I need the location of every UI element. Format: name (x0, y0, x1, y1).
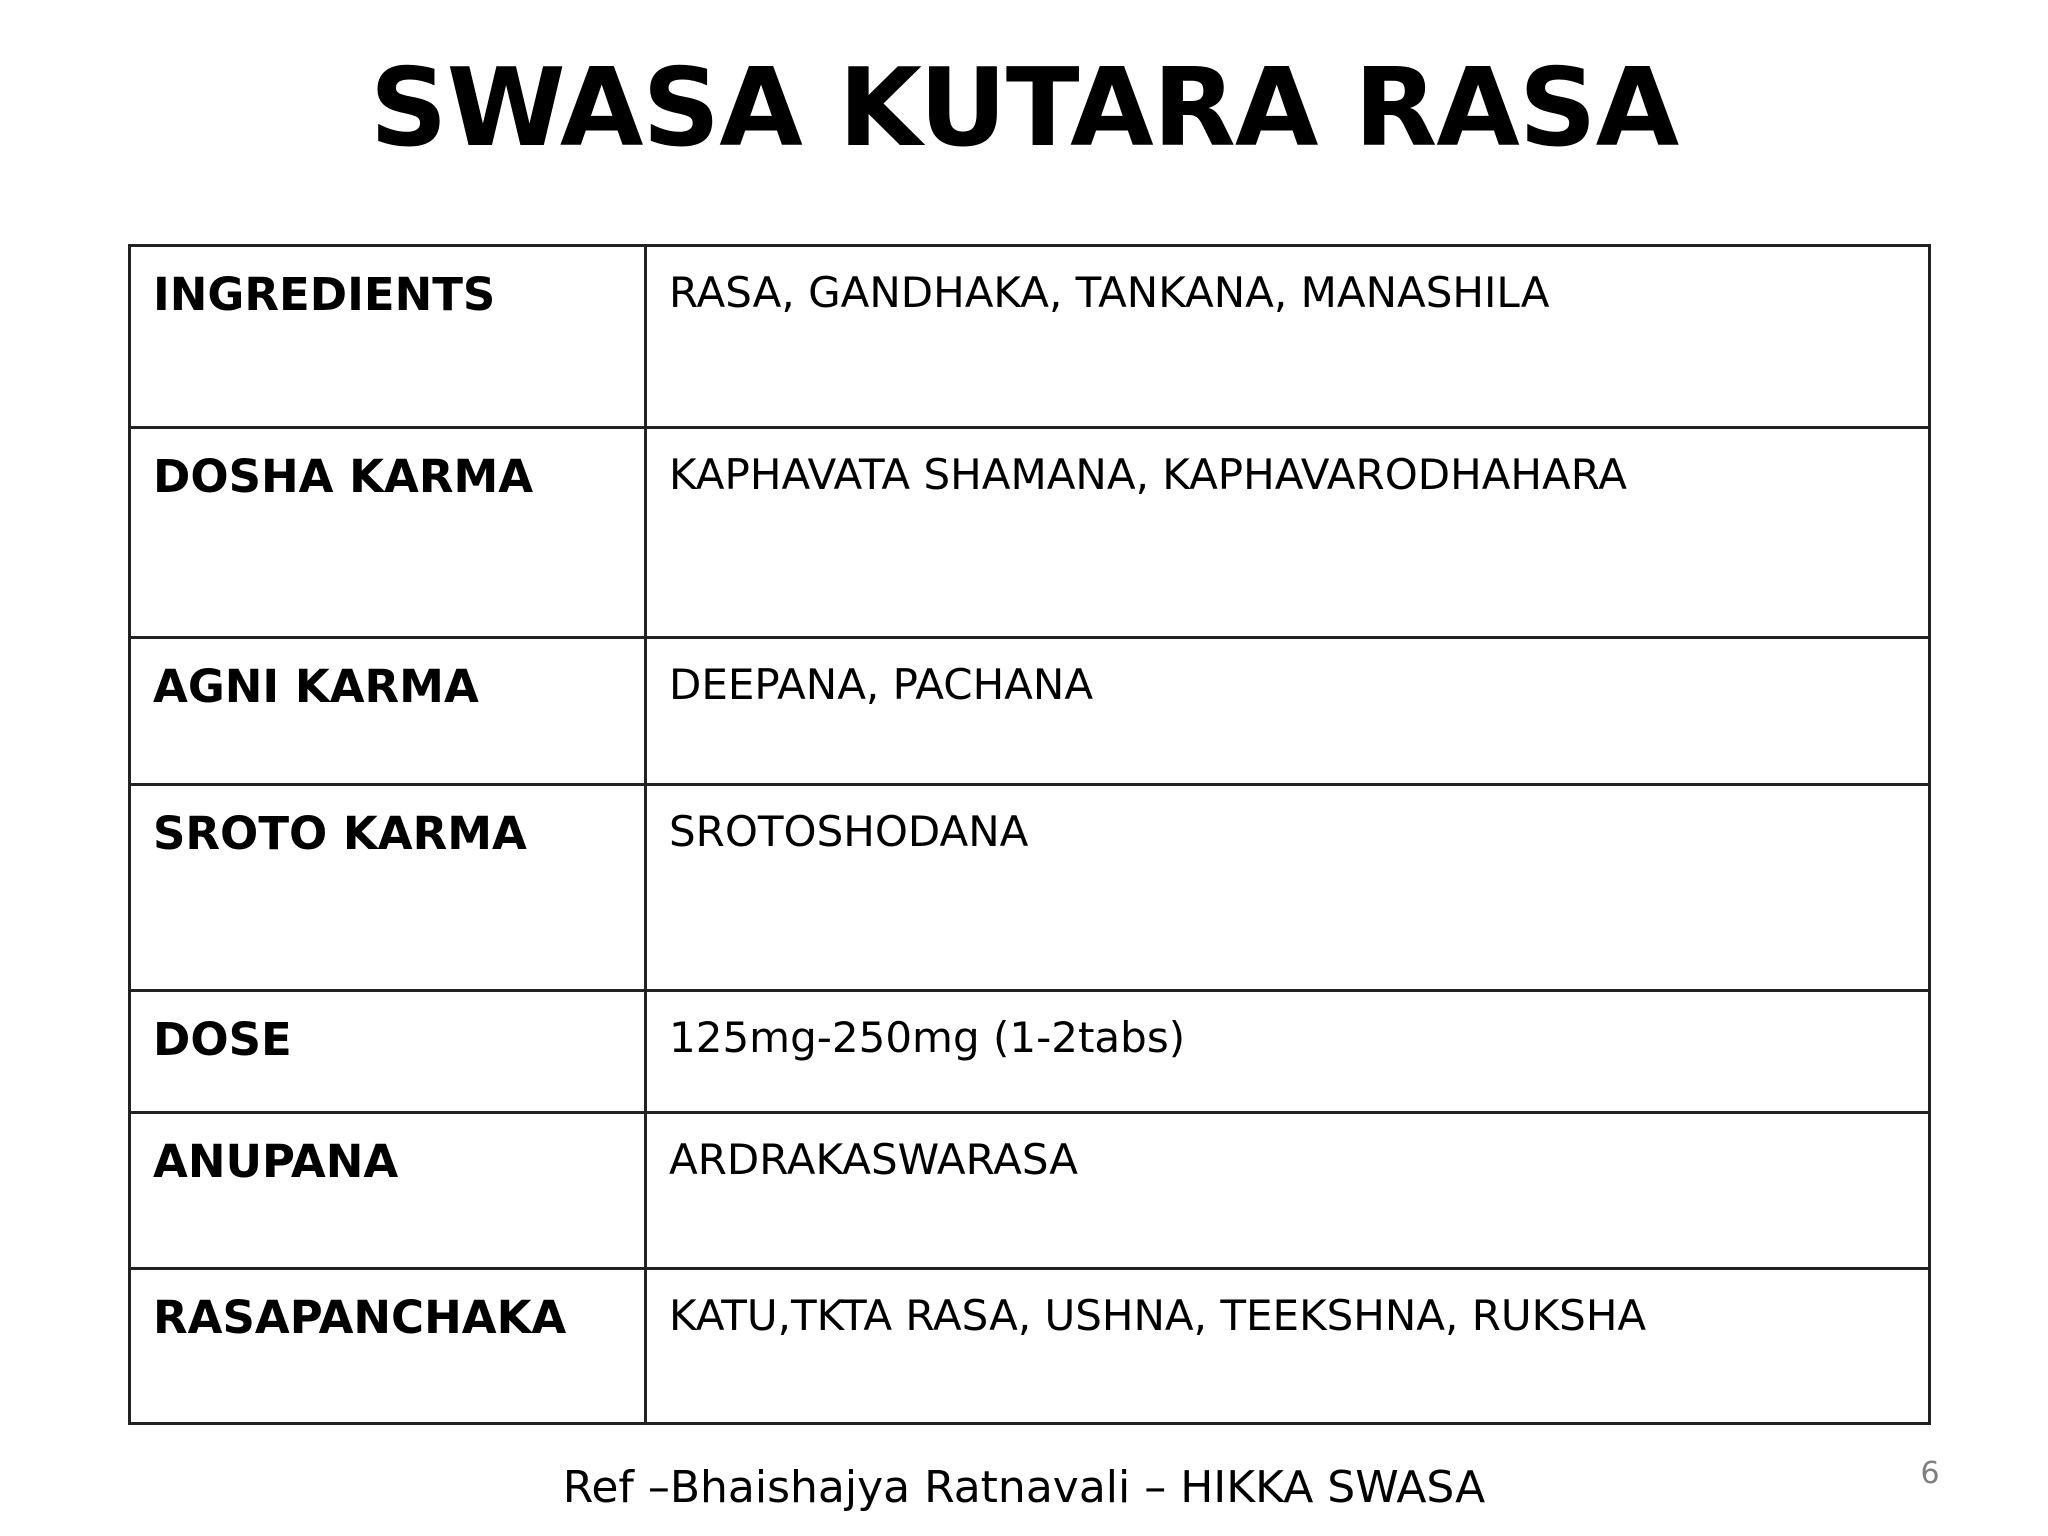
row-value: SROTOSHODANA (646, 785, 1930, 991)
row-value: KAPHAVATA SHAMANA, KAPHAVARODHAHARA (646, 428, 1930, 638)
row-label: DOSHA KARMA (130, 428, 646, 638)
table-row-ingredients (130, 246, 1930, 428)
row-label: INGREDIENTS (130, 246, 646, 428)
row-label: RASAPANCHAKA (130, 1269, 646, 1424)
info-table (128, 244, 1931, 1425)
row-value: DEEPANA, PACHANA (646, 638, 1930, 785)
row-label: DOSE (130, 991, 646, 1113)
table-row-agni-karma (130, 638, 1930, 785)
row-value: KATU,TKTA RASA, USHNA, TEEKSHNA, RUKSHA (646, 1269, 1930, 1424)
row-label: ANUPANA (130, 1113, 646, 1269)
table-row-dose (130, 991, 1930, 1113)
table-row-anupana (130, 1113, 1930, 1269)
row-label: AGNI KARMA (130, 638, 646, 785)
table-row-dosha-karma (130, 428, 1930, 638)
row-value: ARDRAKASWARASA (646, 1113, 1930, 1269)
table-row-rasapanchaka (130, 1269, 1930, 1424)
row-label: SROTO KARMA (130, 785, 646, 991)
slide-title: SWASA KUTARA RASA (369, 46, 1679, 171)
slide-number: 6 (1920, 1456, 1940, 1491)
row-value: 125mg-250mg (1-2tabs) (646, 991, 1930, 1113)
table-row-sroto-karma (130, 785, 1930, 991)
footer-reference: Ref –Bhaishajya Ratnavali – HIKKA SWASA (562, 1462, 1486, 1513)
row-value: RASA, GANDHAKA, TANKANA, MANASHILA (646, 246, 1930, 428)
